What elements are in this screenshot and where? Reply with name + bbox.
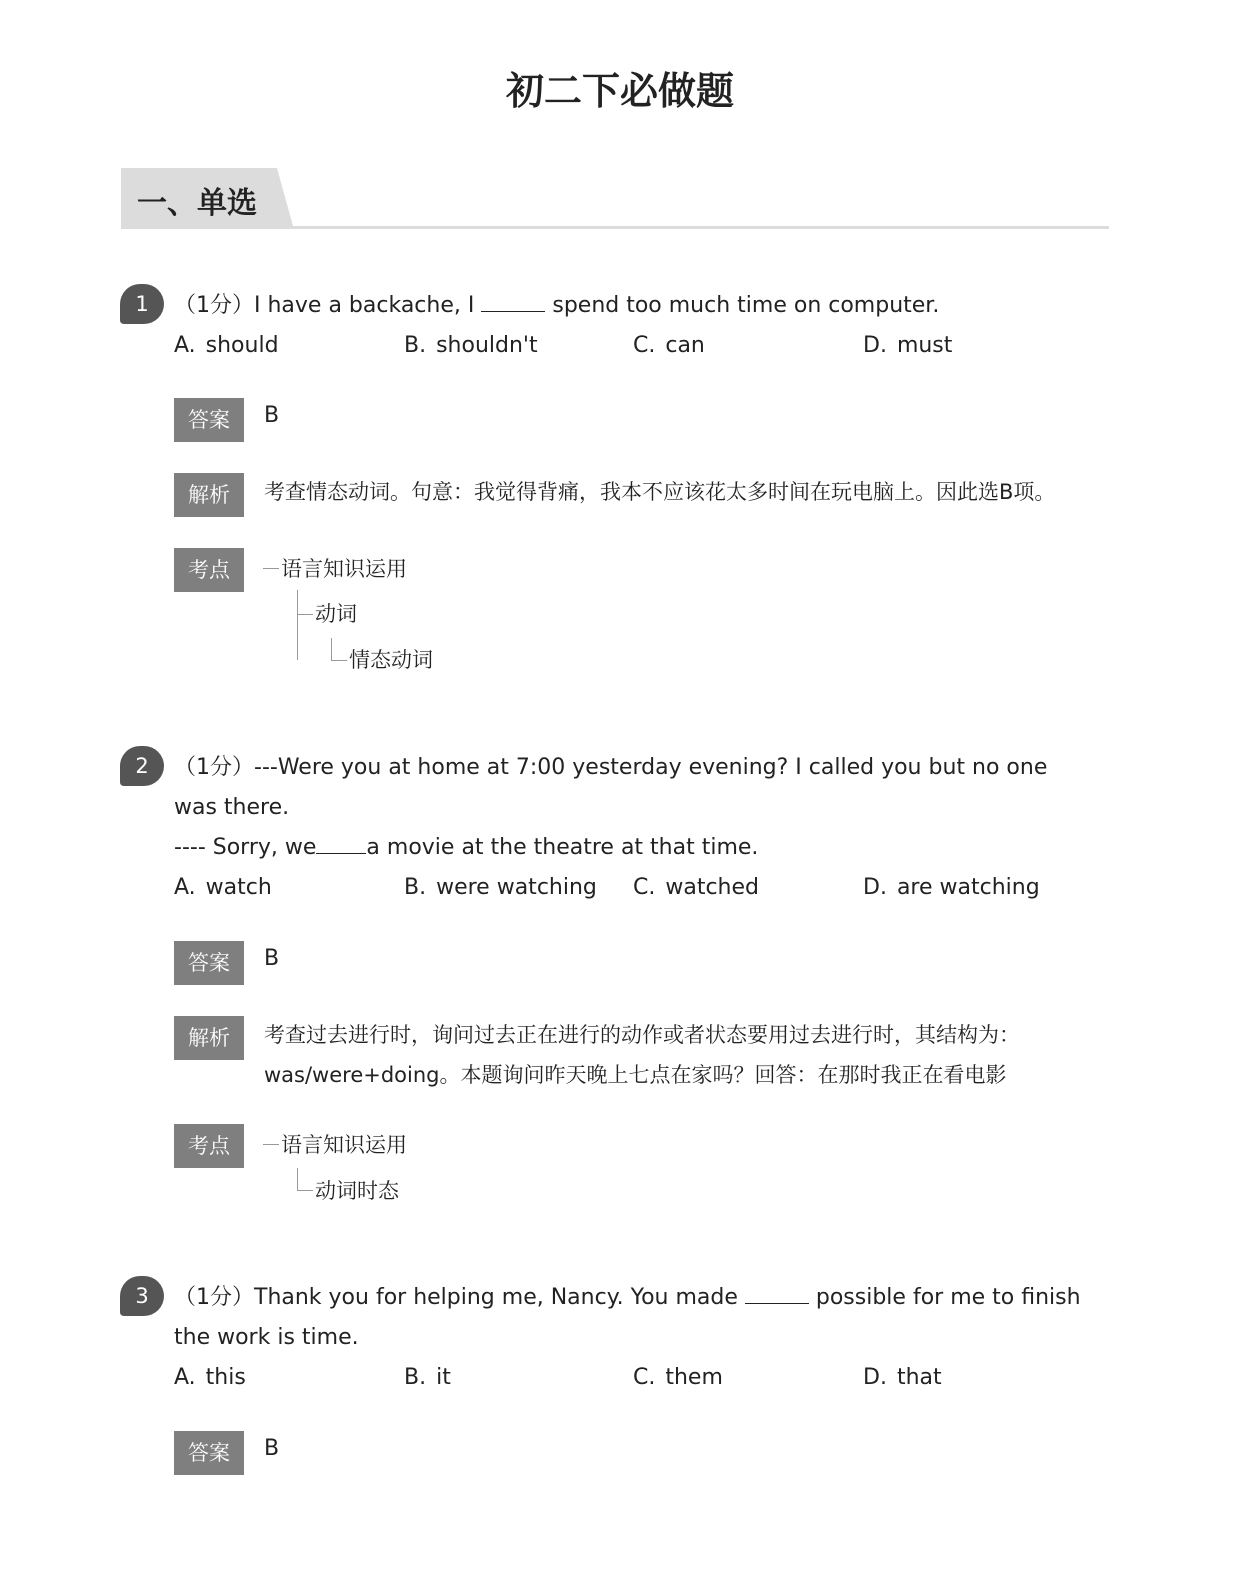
option-label: A. — [174, 1365, 196, 1390]
option-label: D. — [863, 875, 887, 900]
option-b[interactable] — [404, 1358, 451, 1398]
tree-connector — [297, 614, 313, 615]
question-score: （1分） — [174, 755, 254, 780]
option-text: them — [665, 1365, 723, 1390]
option-b[interactable] — [404, 326, 538, 366]
question-text — [174, 286, 1084, 326]
section-title: 一、单选 — [137, 186, 257, 221]
option-a[interactable] — [174, 326, 279, 366]
answer-label: 答案 — [174, 1431, 244, 1475]
option-d[interactable] — [863, 868, 1040, 908]
dialogue-text-before: ---- Sorry, we — [174, 835, 317, 860]
option-text: can — [665, 333, 705, 358]
tree-connector — [297, 1190, 313, 1191]
tree-connector — [297, 1168, 298, 1190]
question-text-before: I have a backache, I — [254, 293, 482, 318]
option-label: C. — [633, 333, 656, 358]
question-2 — [120, 746, 1110, 1216]
option-text: watched — [665, 875, 759, 900]
option-label: C. — [633, 1365, 656, 1390]
answer-value: B — [264, 946, 280, 971]
option-text: watch — [205, 875, 272, 900]
tree-connector — [297, 590, 298, 660]
answer-label: 答案 — [174, 941, 244, 985]
analysis-text: 考查情态动词。句意：我觉得背痛，我本不应该花太多时间在玩电脑上。因此选B项。 — [264, 480, 1056, 504]
question-1 — [120, 284, 1110, 694]
option-text: were watching — [436, 875, 597, 900]
option-text: should — [205, 333, 279, 358]
option-label: A. — [174, 875, 196, 900]
point-label: 考点 — [174, 1124, 244, 1168]
question-text-body: ---Were you at home at 7:00 yesterday evening? I called you but no one was there. — [174, 755, 1048, 820]
answer-blank — [481, 310, 545, 312]
answer-label: 答案 — [174, 398, 244, 442]
point-node-level1: 语言知识运用 — [281, 557, 407, 581]
option-label: C. — [633, 875, 656, 900]
option-b[interactable] — [404, 868, 597, 908]
question-text — [174, 1278, 1084, 1358]
question-text-after: possible for me to finish the work is time. — [174, 1285, 1081, 1350]
analysis-text: 考查过去进行时，询问过去正在进行的动作或者状态要用过去进行时，其结构为：was/were+doing。本题询问昨天晚上七点在家吗？回答：在那时我正在看电影 — [264, 1023, 1020, 1087]
option-a[interactable] — [174, 868, 272, 908]
tree-connector — [263, 1144, 279, 1145]
option-c[interactable] — [633, 868, 759, 908]
point-node-level3: 情态动词 — [349, 648, 433, 672]
option-c[interactable] — [633, 326, 705, 366]
options-row — [174, 1358, 1094, 1398]
point-node-level1: 语言知识运用 — [281, 1133, 407, 1157]
analysis-label: 解析 — [174, 473, 244, 517]
option-a[interactable] — [174, 1358, 246, 1398]
options-row — [174, 326, 1094, 366]
page-title: 初二下必做题 — [505, 69, 734, 113]
tree-connector — [331, 638, 332, 660]
option-text: it — [436, 1365, 451, 1390]
option-label: B. — [404, 875, 427, 900]
tree-connector — [331, 660, 347, 661]
option-label: D. — [863, 333, 887, 358]
option-text: that — [896, 1365, 942, 1390]
point-label: 考点 — [174, 548, 244, 592]
option-text: this — [205, 1365, 246, 1390]
point-node-level2: 动词 — [315, 602, 357, 626]
option-d[interactable] — [863, 326, 952, 366]
analysis-label: 解析 — [174, 1016, 244, 1060]
question-text — [174, 748, 1084, 828]
option-d[interactable] — [863, 1358, 942, 1398]
question-dialogue-line — [174, 828, 758, 868]
option-text: are watching — [896, 875, 1040, 900]
option-text: shouldn't — [436, 333, 538, 358]
answer-value: B — [264, 403, 280, 428]
question-number-badge: 1 — [120, 284, 164, 324]
options-row — [174, 868, 1094, 908]
tree-connector — [263, 568, 279, 569]
answer-blank — [745, 1302, 809, 1304]
answer-value: B — [264, 1436, 280, 1461]
question-text-after: spend too much time on computer. — [545, 293, 940, 318]
option-label: A. — [174, 333, 196, 358]
option-label: B. — [404, 1365, 427, 1390]
point-node-level2: 动词时态 — [315, 1179, 399, 1203]
option-label: D. — [863, 1365, 887, 1390]
section-header — [121, 168, 1109, 229]
question-number-badge: 2 — [120, 746, 164, 786]
question-number-badge: 3 — [120, 1276, 164, 1316]
option-text: must — [896, 333, 953, 358]
question-3 — [120, 1276, 1110, 1486]
question-text-before: Thank you for helping me, Nancy. You made — [254, 1285, 745, 1310]
option-label: B. — [404, 333, 427, 358]
option-c[interactable] — [633, 1358, 723, 1398]
question-score: （1分） — [174, 1285, 254, 1310]
answer-blank — [316, 852, 366, 854]
dialogue-text-after: a movie at the theatre at that time. — [366, 835, 759, 860]
question-score: （1分） — [174, 293, 254, 318]
